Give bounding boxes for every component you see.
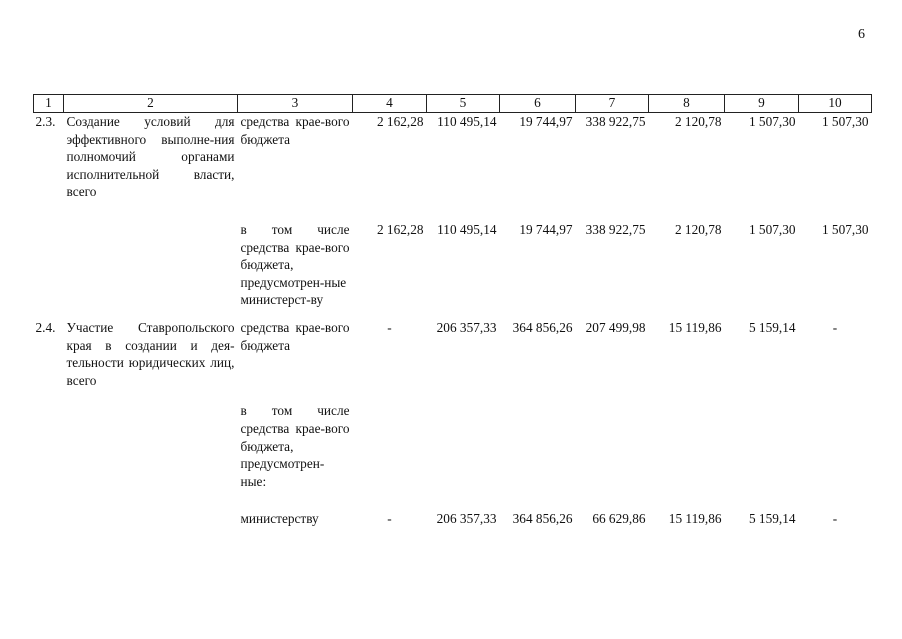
value-cell: 1 507,30 xyxy=(821,221,869,237)
value-cell: 206 357,33 xyxy=(436,319,497,335)
value-cell: 15 119,86 xyxy=(668,319,722,335)
funding-source: в том числе средства крае-вого бюджета, предусмотрен-ные: xyxy=(240,403,350,489)
value-cell: 19 744,97 xyxy=(519,221,573,237)
value-cell: 110 495,14 xyxy=(437,114,497,129)
table-row xyxy=(34,221,872,319)
row-description: Создание условий для эффективного выполне-ния полномочий органами исполнительной власти, всего xyxy=(66,114,235,200)
row-description xyxy=(64,402,238,510)
value-cell: - xyxy=(387,511,392,527)
header-cell: 2 xyxy=(64,95,238,113)
value-cell: 1 507,30 xyxy=(748,221,796,237)
page-number: 6 xyxy=(858,27,865,42)
header-cell: 3 xyxy=(238,95,353,113)
value-cell xyxy=(427,402,500,510)
value-cell: - xyxy=(832,319,838,335)
value-cell xyxy=(649,402,725,510)
row-number: 2.3. xyxy=(35,114,56,129)
header-row xyxy=(34,95,872,113)
value-cell: 207 499,98 xyxy=(585,319,646,335)
value-cell xyxy=(576,402,649,510)
value-cell: 19 744,97 xyxy=(519,114,573,129)
header-cell: 5 xyxy=(427,95,500,113)
value-cell: 110 495,14 xyxy=(437,221,497,237)
header-cell: 4 xyxy=(353,95,427,113)
value-cell: 338 922,75 xyxy=(585,114,646,129)
value-cell: 1 507,30 xyxy=(748,114,796,129)
value-cell xyxy=(725,402,799,510)
value-cell: 2 162,28 xyxy=(376,114,424,129)
header-cell: 1 xyxy=(34,95,64,113)
value-cell: 5 159,14 xyxy=(748,511,796,527)
funding-source: средства крае-вого бюджета xyxy=(240,114,350,147)
funding-source: средства крае-вого бюджета xyxy=(240,319,350,353)
value-cell xyxy=(500,402,576,510)
header-cell: 6 xyxy=(500,95,576,113)
header-cell: 10 xyxy=(799,95,872,113)
row-number xyxy=(34,510,64,528)
budget-table xyxy=(33,94,872,528)
funding-source: в том числе средства крае-вого бюджета, предусмотрен-ные министерст-ву xyxy=(240,221,350,308)
value-cell xyxy=(799,402,872,510)
funding-source: министерству xyxy=(240,511,319,527)
value-cell: 2 120,78 xyxy=(674,114,722,129)
table-row xyxy=(34,319,872,402)
value-cell: 338 922,75 xyxy=(585,221,646,237)
value-cell: 2 162,28 xyxy=(376,221,424,237)
row-number xyxy=(34,221,64,319)
value-cell: 364 856,26 xyxy=(512,511,573,527)
value-cell: 364 856,26 xyxy=(512,319,573,335)
value-cell: - xyxy=(832,511,838,527)
row-number xyxy=(34,402,64,510)
row-description xyxy=(64,221,238,319)
value-cell: 5 159,14 xyxy=(748,319,796,335)
row-number: 2.4. xyxy=(35,319,56,335)
value-cell: 15 119,86 xyxy=(668,511,722,527)
table-row xyxy=(34,402,872,510)
value-cell: 206 357,33 xyxy=(436,511,497,527)
header-cell: 7 xyxy=(576,95,649,113)
table-row xyxy=(34,510,872,528)
value-cell: 1 507,30 xyxy=(821,114,869,129)
row-description xyxy=(64,510,238,528)
header-cell: 9 xyxy=(725,95,799,113)
value-cell: - xyxy=(387,319,392,335)
row-description: Участие Ставропольского края в создании и дея-тельности юридических лиц, всего xyxy=(66,319,235,388)
header-cell: 8 xyxy=(649,95,725,113)
value-cell: 66 629,86 xyxy=(592,511,646,527)
value-cell: 2 120,78 xyxy=(674,221,722,237)
value-cell xyxy=(353,402,427,510)
table-row xyxy=(34,113,872,221)
